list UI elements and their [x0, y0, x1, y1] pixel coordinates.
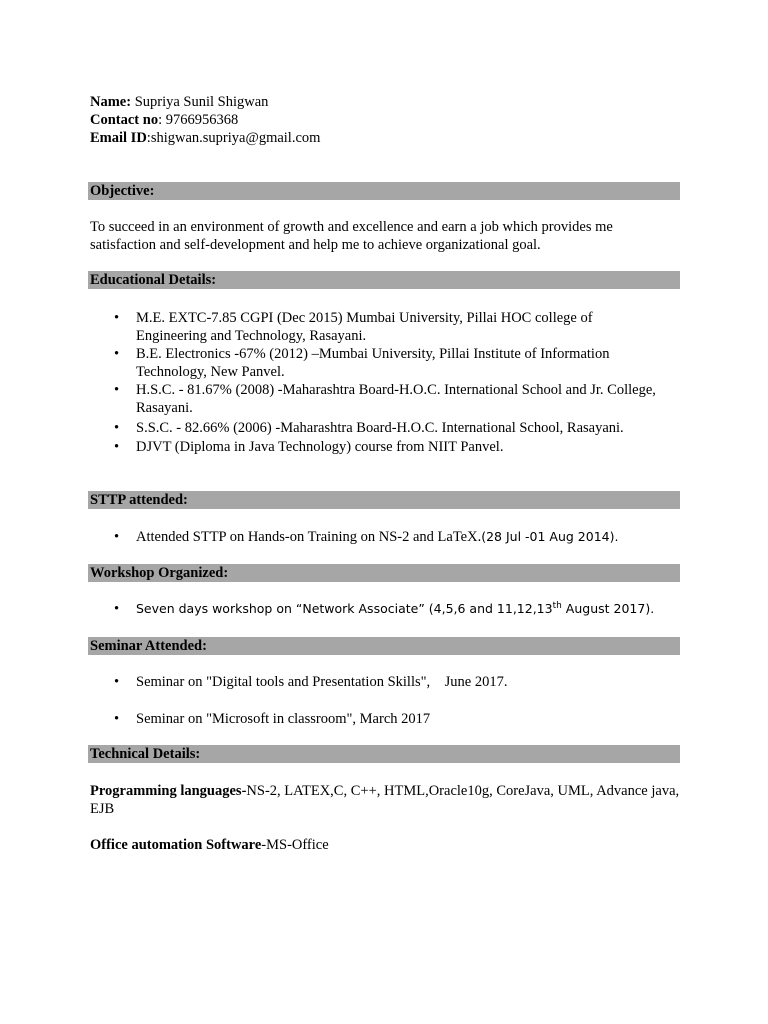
education-item: • M.E. EXTC-7.85 CGPI (Dec 2015) Mumbai University, Pillai HOC college of Engineering and Technology, Rasayani. — [114, 310, 593, 344]
seminar-item: • Seminar on "Microsoft in classroom", March 2017 — [114, 711, 431, 727]
education-item: • B.E. Electronics -67% (2012) –Mumbai University, Pillai Institute of Information Technology, New Panvel. — [114, 346, 610, 380]
contact-value: : 9766956368 — [158, 112, 239, 128]
office-label: Office automation Software — [90, 837, 262, 853]
programming-languages — [90, 782, 682, 818]
name-value: Supriya Sunil Shigwan — [131, 94, 269, 110]
objective-heading: Objective: — [88, 182, 680, 200]
workshop-item-end: August 2017). — [561, 601, 655, 616]
contact-label: Contact no — [90, 112, 159, 128]
education-heading: Educational Details: — [88, 271, 680, 289]
email-label: Email ID — [90, 130, 147, 146]
sttp-heading: STTP attended: — [88, 491, 680, 509]
education-item: • DJVT (Diploma in Java Technology) course from NIIT Panvel. — [114, 439, 504, 455]
name-line — [90, 93, 682, 111]
workshop-item-text: Seven days workshop on “Network Associate” (4,5,6 and 11,12,13 — [136, 601, 553, 616]
workshop-heading: Workshop Organized: — [88, 564, 680, 582]
name-label: Name: — [90, 94, 132, 110]
email-line — [90, 129, 682, 147]
seminar-item: • Seminar on "Digital tools and Presentation Skills", June 2017. — [114, 674, 508, 690]
sttp-item: • Attended STTP on Hands-on Training on NS-2 and LaTeX.(28 Jul -01 Aug 2014). — [114, 529, 619, 545]
workshop-item: • Seven days workshop on “Network Associate” (4,5,6 and 11,12,13th August 2017). — [114, 600, 655, 617]
sttp-item-date: (28 Jul -01 Aug 2014). — [481, 529, 619, 544]
objective-text: To succeed in an environment of growth and excellence and earn a job which provides me satisfaction and self-development and help me to achieve organizational goal. — [90, 219, 613, 253]
workshop-item-sup: th — [552, 600, 562, 611]
email-value: :shigwan.supriya@gmail.com — [146, 130, 321, 146]
technical-heading: Technical Details: — [88, 745, 680, 763]
education-item: • H.S.C. - 81.67% (2008) -Maharashtra Board-H.O.C. International School and Jr. College, Rasayani. — [114, 382, 656, 416]
office-automation — [90, 836, 682, 854]
office-value: -MS-Office — [261, 837, 329, 853]
education-item: • S.S.C. - 82.66% (2006) -Maharashtra Board-H.O.C. International School, Rasayani. — [114, 420, 624, 436]
contact-line — [90, 111, 682, 129]
programming-value: NS-2, LATEX,C, C++, HTML,Oracle10g, CoreJava, UML, Advance java, EJB — [90, 783, 680, 817]
sttp-item-text: Attended STTP on Hands-on Training on NS-2 and LaTeX. — [136, 529, 482, 545]
programming-label: Programming languages- — [90, 783, 247, 799]
seminar-heading: Seminar Attended: — [88, 637, 680, 655]
